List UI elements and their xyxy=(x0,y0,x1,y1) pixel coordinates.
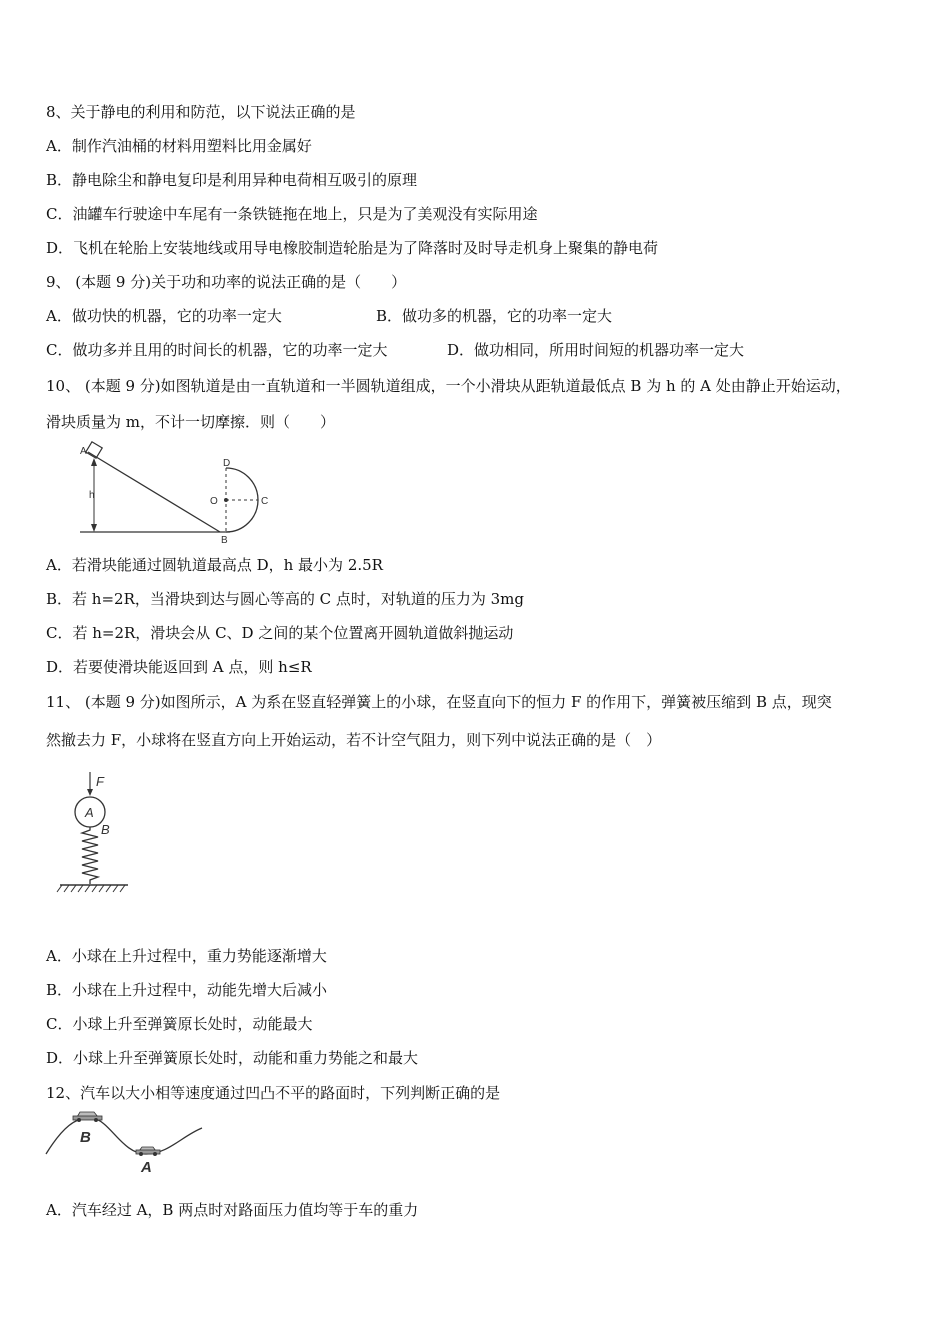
bumpy-road xyxy=(46,1118,202,1154)
car-at-b xyxy=(73,1112,102,1122)
label-c: C xyxy=(261,496,269,507)
q11-spring-figure xyxy=(52,768,142,903)
q9-option-b: B．做功多的机器，它的功率一定大 xyxy=(376,307,613,325)
label-b: B xyxy=(221,535,228,546)
label-f: F xyxy=(96,774,104,789)
label-a: A xyxy=(141,1159,152,1176)
label-b: B xyxy=(80,1129,91,1146)
q11-option-d: D．小球上升至弹簧原长处时，动能和重力势能之和最大 xyxy=(46,1049,419,1067)
q11-stem-line1: 11、 (本题 9 分)如图所示，A 为系在竖直轻弹簧上的小球，在竖直向下的恒力 F 的作用下，弹簧被压缩到 B 点，现突 xyxy=(46,693,832,711)
q9-option-c: C．做功多并且用的时间长的机器，它的功率一定大 xyxy=(46,341,388,359)
q11-option-c: C．小球上升至弹簧原长处时，动能最大 xyxy=(46,1015,313,1033)
ground-hatching xyxy=(57,885,125,892)
incline-line xyxy=(88,452,220,532)
label-b: B xyxy=(101,822,110,837)
q8-stem: 8、关于静电的利用和防范，以下说法正确的是 xyxy=(46,103,356,121)
q10-option-a: A．若滑块能通过圆轨道最高点 D，h 最小为 2.5R xyxy=(46,556,383,574)
label-d: D xyxy=(223,458,231,469)
q9-stem: 9、 (本题 9 分)关于功和功率的说法正确的是（ ） xyxy=(46,273,407,291)
q8-option-b: B．静电除尘和静电复印是利用异种电荷相互吸引的原理 xyxy=(46,171,418,189)
q9-option-a: A．做功快的机器，它的功率一定大 xyxy=(46,307,282,325)
q12-road-figure xyxy=(42,1108,207,1176)
q10-stem-line1: 10、 (本题 9 分)如图轨道是由一直轨道和一半圆轨道组成，一个小滑块从距轨道最低点 B 为 h 的 A 处由静止开始运动， xyxy=(46,377,851,395)
q12-option-a: A．汽车经过 A，B 两点时对路面压力值均等于车的重力 xyxy=(46,1201,419,1219)
q10-option-d: D．若要使滑块能返回到 A 点，则 h≤R xyxy=(46,658,312,676)
q12-stem: 12、汽车以大小相等速度通过凹凸不平的路面时，下列判断正确的是 xyxy=(46,1084,501,1102)
q8-option-d: D．飞机在轮胎上安装地线或用导电橡胶制造轮胎是为了降落时及时导走机身上聚集的静电荷 xyxy=(46,239,659,257)
label-a: A xyxy=(80,446,87,457)
q10-option-b: B．若 h=2R，当滑块到达与圆心等高的 C 点时，对轨道的压力为 3mg xyxy=(46,590,525,608)
car-at-a xyxy=(136,1147,160,1156)
label-h: h xyxy=(89,490,95,501)
q10-stem-line2: 滑块质量为 m，不计一切摩擦．则（ ） xyxy=(46,413,335,431)
q11-stem-line2: 然撤去力 F，小球将在竖直方向上开始运动，若不计空气阻力，则下列中说法正确的是（ ） xyxy=(46,731,662,749)
q9-option-d: D．做功相同，所用时间短的机器功率一定大 xyxy=(447,341,745,359)
q11-option-b: B．小球在上升过程中，动能先增大后减小 xyxy=(46,981,328,999)
q8-option-c: C．油罐车行驶途中车尾有一条铁链拖在地上，只是为了美观没有实际用途 xyxy=(46,205,538,223)
q10-option-c: C．若 h=2R，滑块会从 C、D 之间的某个位置离开圆轨道做斜抛运动 xyxy=(46,624,514,642)
label-a: A xyxy=(85,805,94,820)
q8-option-a: A．制作汽油桶的材料用塑料比用金属好 xyxy=(46,137,312,155)
q11-option-a: A．小球在上升过程中，重力势能逐渐增大 xyxy=(46,947,327,965)
semicircle-track xyxy=(226,468,258,532)
q10-track-figure xyxy=(70,440,280,550)
center-point xyxy=(224,498,228,502)
label-o: O xyxy=(210,496,218,507)
spring xyxy=(82,827,98,884)
